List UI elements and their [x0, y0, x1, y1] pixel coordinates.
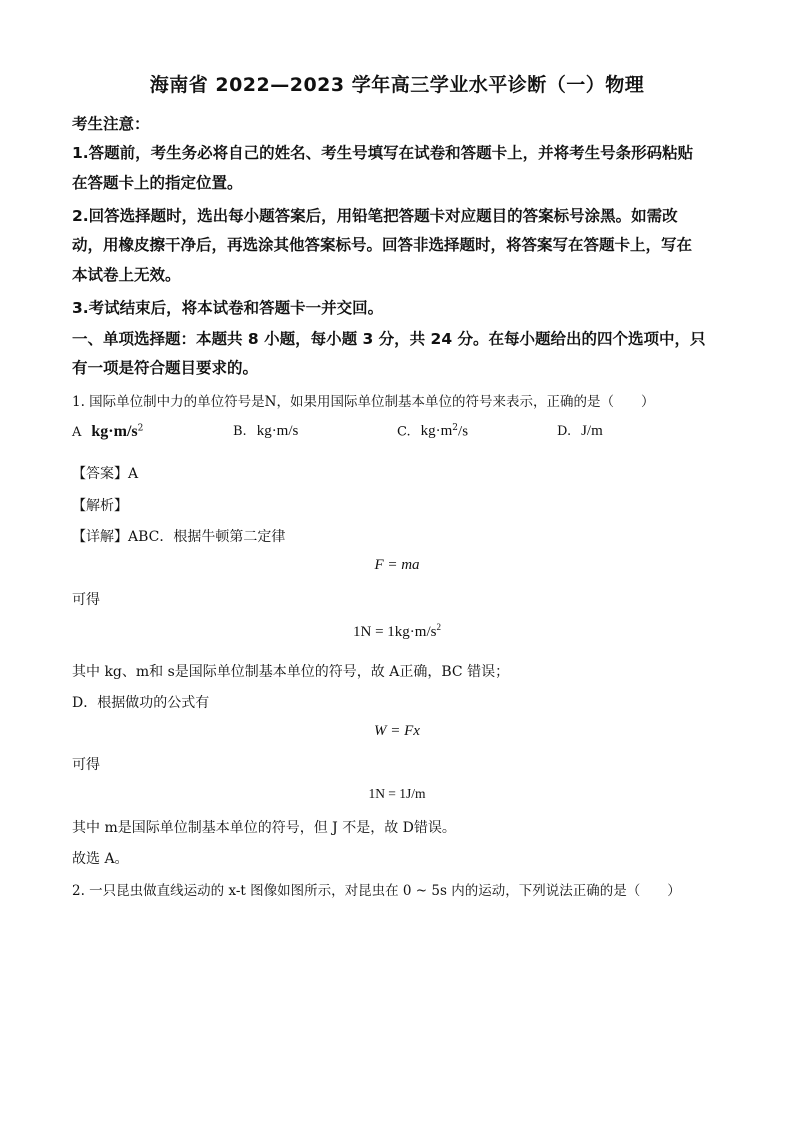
- notice-item-2-line-3: 本试卷上无效。: [72, 266, 181, 284]
- question-1-stem: 1. 国际单位制中力的单位符号是N，如果用国际单位制基本单位的符号来表示，正确的是（ ）: [72, 394, 655, 410]
- option-a-label: A: [72, 425, 82, 440]
- conclusion: 故选 A。: [72, 851, 129, 867]
- formula-unit-1-text: 1N = 1kg·m/s: [353, 624, 437, 640]
- formula-unit-1: [0, 622, 794, 641]
- note-2: 其中 m是国际单位制基本单位的符号，但 J 不是，故 D错误。: [72, 820, 456, 836]
- option-c: [397, 423, 468, 440]
- section-heading-line-1: 一、单项选择题：本题共 8 小题，每小题 3 分，共 24 分。在每小题给出的四个选项中，只: [72, 330, 706, 348]
- kede-1: 可得: [72, 592, 100, 608]
- notice-item-2-line-1: 2.回答选择题时，选出每小题答案后，用铅笔把答题卡对应题目的答案标号涂黑。如需改: [72, 207, 678, 225]
- formula-unit-1-sup: 2: [436, 622, 441, 632]
- formula-work: W = Fx: [374, 723, 420, 739]
- notice-item-1-line-1: 1.答题前，考生务必将自己的姓名、考生号填写在试卷和答题卡上，并将考生号条形码粘贴: [72, 144, 694, 162]
- option-a-sup: 2: [137, 423, 144, 434]
- kede-2: 可得: [72, 757, 100, 773]
- option-c-label: C.: [397, 424, 411, 440]
- option-c-sup: 2: [452, 423, 459, 433]
- detail-label: 【详解】ABC．根据牛顿第二定律: [72, 529, 286, 545]
- question-2-stem: 2. 一只昆虫做直线运动的 x-t 图像如图所示，对昆虫在 0 ~ 5s 内的运动，下列说法正确的是（ ）: [72, 883, 681, 899]
- section-heading-line-2: 有一项是符合题目要求的。: [72, 359, 259, 377]
- formula-unit-2: 1N = 1J/m: [368, 786, 426, 801]
- option-b-label: B.: [233, 424, 247, 439]
- analysis-label: 【解析】: [72, 498, 128, 514]
- notice-heading: 考生注意：: [72, 115, 150, 133]
- notice-item-3: 3.考试结束后，将本试卷和答题卡一并交回。: [72, 299, 384, 317]
- option-b-value: kg·m/s: [256, 423, 299, 439]
- answer-label: 【答案】A: [72, 466, 139, 482]
- option-b: [233, 423, 298, 440]
- notice-item-1-line-2: 在答题卡上的指定位置。: [72, 174, 243, 192]
- option-a: [72, 423, 143, 441]
- option-c-tail: /s: [458, 423, 469, 440]
- formula-newton: F = ma: [374, 557, 420, 573]
- option-c-value: kg·m: [420, 423, 453, 440]
- option-a-value: kg·m/s: [91, 423, 138, 440]
- option-d-value: J/m: [581, 423, 603, 439]
- d-intro: D．根据做功的公式有: [72, 695, 210, 711]
- option-d: [557, 423, 603, 440]
- option-d-label: D.: [557, 424, 572, 439]
- page-title: 海南省 2022—2023 学年高三学业水平诊断（一）物理: [149, 74, 645, 96]
- notice-item-2-line-2: 动，用橡皮擦干净后，再选涂其他答案标号。回答非选择题时，将答案写在答题卡上，写在: [72, 236, 693, 254]
- note-1: 其中 kg、m和 s是国际单位制基本单位的符号，故 A正确，BC 错误；: [72, 664, 510, 680]
